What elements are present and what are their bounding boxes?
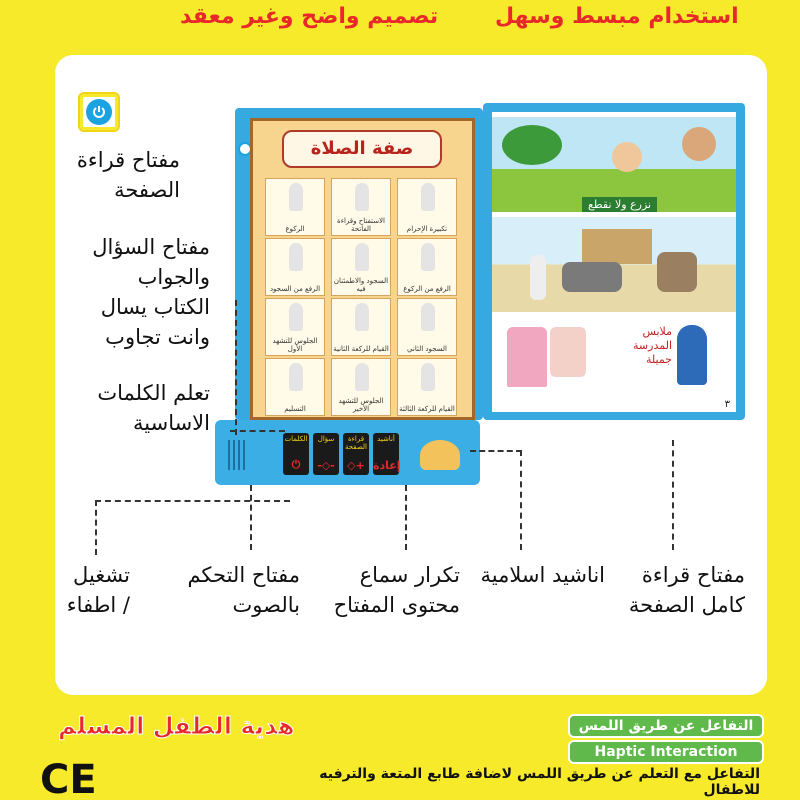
scene-caption: نزرع ولا نقطع	[582, 197, 657, 212]
label-full-page: مفتاح قراءة كامل الصفحة	[628, 563, 745, 617]
repeat-label: إعادة	[373, 459, 401, 472]
scene-farm	[492, 117, 736, 212]
person-praying-icon	[421, 243, 435, 271]
cell-caption: تكبيرة الإحرام	[406, 225, 448, 233]
songs-button[interactable]	[373, 433, 399, 475]
person-praying-icon	[289, 303, 303, 331]
prayer-cell	[397, 358, 457, 416]
label-qa-key: مفتاح السؤال والجواب الكتاب يسال وانت تجاوب	[92, 235, 210, 349]
scene-clothes	[492, 317, 736, 407]
gift-logo: هدية الطفل المسلم	[58, 712, 295, 740]
label-power: تشغيل / اطفاء	[66, 563, 130, 617]
prayer-cell	[265, 298, 325, 356]
prayer-cell	[397, 238, 457, 296]
prayer-cell	[331, 178, 391, 236]
person-praying-icon	[355, 183, 369, 211]
speaker-icon	[228, 440, 248, 470]
cell-caption: الاستفتاح وقراءة الفاتحة	[337, 217, 385, 233]
cell-caption: الرفع من السجود	[269, 285, 321, 293]
volume-icon: ◇+	[347, 459, 365, 472]
person-praying-icon	[289, 183, 303, 211]
cell-caption: السجود والاطمئنان فيه	[333, 277, 389, 293]
power-icon: ⏻	[291, 458, 301, 471]
leader-line	[230, 430, 285, 432]
prayer-cell	[265, 178, 325, 236]
man-figure	[530, 255, 546, 300]
power-icon	[86, 99, 112, 125]
person-praying-icon	[421, 363, 435, 391]
cell-caption: الركوع	[285, 225, 305, 233]
leader-line	[95, 500, 290, 502]
cell-caption: السجود الثاني	[407, 345, 447, 353]
prayer-cell	[265, 238, 325, 296]
dress-icon	[507, 327, 547, 387]
child-figure	[612, 142, 642, 172]
leader-line	[470, 450, 522, 452]
btn-label: الكلمات	[284, 435, 308, 443]
prayer-cell	[397, 178, 457, 236]
tree-icon	[502, 125, 562, 165]
father-figure	[682, 127, 716, 161]
header-right-title: استخدام مبسط وسهل	[495, 4, 739, 29]
person-praying-icon	[355, 303, 369, 331]
cell-caption: الرفع من الركوع	[403, 285, 451, 293]
shirt-icon	[550, 327, 586, 377]
house-icon	[582, 229, 652, 264]
book-title: صفة الصلاة	[282, 130, 442, 168]
leader-line	[235, 300, 237, 435]
boy-figure	[677, 325, 707, 385]
scene-caption: ملابس المدرسة جميلة	[633, 325, 672, 366]
prayer-cell	[331, 238, 391, 296]
person-praying-icon	[421, 183, 435, 211]
person-praying-icon	[421, 303, 435, 331]
person-praying-icon	[289, 243, 303, 271]
person-praying-icon	[289, 363, 303, 391]
header-left-title: تصميم واضح وغير معقد	[180, 4, 439, 29]
prayer-cell	[397, 298, 457, 356]
bottom-tagline: التفاعل مع التعلم عن طريق اللمس لاضافة طابع المتعة والترفيه للاطفال	[319, 766, 760, 798]
label-repeat: تكرار سماع محتوى المفتاح	[333, 563, 460, 617]
label-basic-words: تعلم الكلمات الاساسية	[97, 381, 210, 435]
leader-line	[672, 440, 674, 550]
prayer-cell	[331, 358, 391, 416]
person-praying-icon	[355, 243, 369, 271]
question-button[interactable]	[313, 433, 339, 475]
leader-line	[95, 500, 97, 555]
prayer-cell	[331, 298, 391, 356]
cell-caption: القيام للركعة الثالثة	[399, 405, 455, 413]
page-read-badge	[78, 92, 120, 132]
cell-caption: الجلوس للتشهد الأخير	[338, 397, 384, 413]
haptic-arabic: التفاعل عن طريق اللمس	[568, 714, 764, 738]
page-number: ٣	[724, 399, 730, 410]
leader-line	[250, 485, 252, 550]
book-right-page	[492, 112, 736, 412]
ce-mark: CE	[40, 757, 97, 800]
haptic-english: Haptic Interaction	[568, 740, 764, 764]
prayer-cell	[265, 358, 325, 416]
page-read-button[interactable]	[343, 433, 369, 475]
cell-caption: التسليم	[284, 405, 306, 413]
cell-caption: القيام للركعة الثانية	[333, 345, 389, 353]
btn-label: سؤال	[317, 435, 335, 443]
volume-icon: -◇-	[317, 459, 335, 472]
label-page-read-key: مفتاح قراءة الصفحة	[76, 148, 180, 202]
basic-words-button[interactable]	[283, 433, 309, 475]
cell-caption: الجلوس للتشهد الأول	[272, 337, 318, 353]
leader-line	[520, 450, 522, 550]
reading-child-icon	[420, 440, 460, 470]
scene-village	[492, 217, 736, 312]
btn-label: أناشيد	[377, 435, 395, 443]
leader-line	[405, 485, 407, 550]
label-volume: مفتاح التحكم بالصوت	[187, 563, 300, 617]
donkey-icon	[562, 262, 622, 292]
rider-figure	[657, 252, 697, 292]
btn-label: قراءة الصفحة	[345, 435, 367, 451]
person-praying-icon	[355, 363, 369, 391]
label-songs: اناشيد اسلامية	[480, 563, 605, 587]
